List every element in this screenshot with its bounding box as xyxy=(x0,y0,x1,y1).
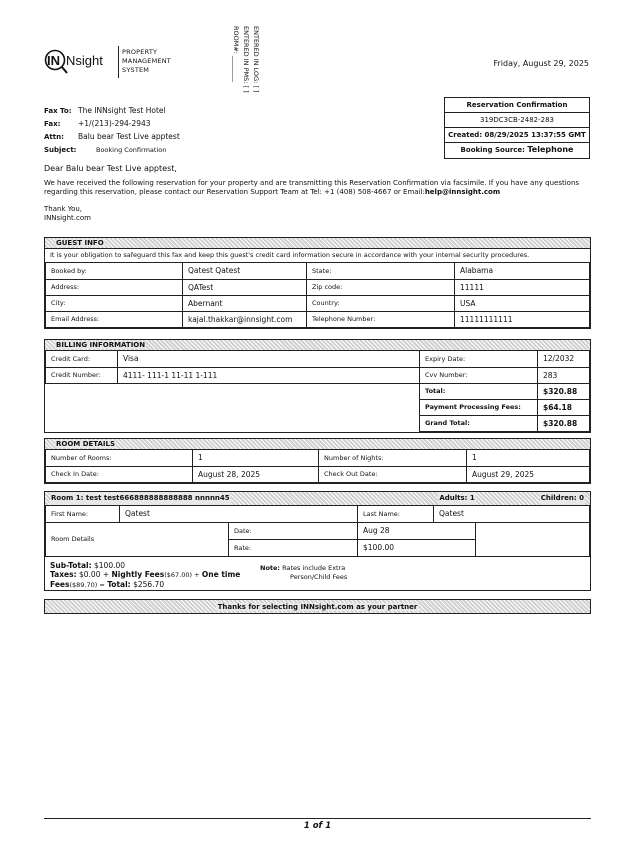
billing-section xyxy=(44,339,591,433)
fax-subject-value: Booking Confirmation xyxy=(96,145,167,154)
rooms-label: Number of Rooms: xyxy=(46,450,193,466)
subtotal-value: $100.00 xyxy=(94,560,126,570)
fees-label: Payment Processing Fees: xyxy=(420,399,538,415)
svg-text:IN: IN xyxy=(47,53,60,68)
table-row xyxy=(46,263,590,279)
room-details-title: ROOM DETAILS xyxy=(45,439,590,450)
table-row xyxy=(46,351,590,367)
fax-subject-row xyxy=(44,143,344,156)
taxes-value: $0.00 + xyxy=(79,569,110,579)
booking-source: Booking Source: Telephone xyxy=(460,145,574,154)
cvv-label: Cvv Number: xyxy=(420,367,538,383)
fax-number-row xyxy=(44,117,344,130)
zip-label: Zip code: xyxy=(307,279,455,295)
document-date: Friday, August 29, 2025 xyxy=(493,59,589,68)
nights-value: 1 xyxy=(467,450,590,466)
room-rate-blank xyxy=(476,522,590,556)
checkin-label: Check In Date: xyxy=(46,466,193,482)
security-notice: It is your obligation to safeguard this fax and keep this guest's credit card information secure in accordance with your internal security procedures. xyxy=(45,249,590,263)
city-value: Abernant xyxy=(183,295,307,311)
fax-attn-row xyxy=(44,130,344,143)
billing-table xyxy=(45,351,590,432)
signoff-line-2: INNsight.com xyxy=(44,214,91,222)
credit-card-value: Visa xyxy=(118,351,420,367)
fees-value: $64.18 xyxy=(538,399,590,415)
credit-number-label: Credit Number: xyxy=(46,367,118,383)
expiry-label: Expiry Date: xyxy=(420,351,538,367)
phone-label: Telephone Number: xyxy=(307,311,455,327)
billing-blank xyxy=(46,383,420,431)
table-row xyxy=(46,522,590,539)
fax-header xyxy=(44,104,344,156)
room-number-note: ROOM#: ________ xyxy=(232,26,240,83)
room-1-title: Room 1: test test666888888888888 nnnnn45 xyxy=(50,492,231,505)
fax-subject-label: Subject: xyxy=(44,145,77,154)
booking-source-value: Telephone xyxy=(527,145,574,154)
fax-to-label: Fax To: xyxy=(44,106,72,115)
entered-log-note: ENTERED IN LOG: [ ] xyxy=(252,26,260,93)
email-value: kajal.thakkar@innsight.com xyxy=(183,311,307,327)
phone-value: 11111111111 xyxy=(455,311,590,327)
table-row xyxy=(46,279,590,295)
country-value: USA xyxy=(455,295,590,311)
billing-title: BILLING INFORMATION xyxy=(45,340,590,351)
logo-divider xyxy=(118,46,119,78)
reservation-title: Reservation Confirmation xyxy=(445,98,589,113)
guest-info-title: GUEST INFO xyxy=(45,238,590,249)
table-row xyxy=(46,506,590,522)
reservation-number: 319DC3CB-2482-283 xyxy=(445,113,589,128)
guest-info-table xyxy=(45,263,590,328)
total-label: Total: xyxy=(420,383,538,399)
state-label: State: xyxy=(307,263,455,279)
room-details-table xyxy=(45,450,590,483)
page-number: 1 of 1 xyxy=(303,821,332,831)
table-row xyxy=(46,383,590,399)
letter-body xyxy=(44,164,592,223)
table-row xyxy=(46,295,590,311)
support-email[interactable]: help@innsight.com xyxy=(424,188,501,196)
fax-attn-value: Balu bear Test Live apptest xyxy=(78,132,180,141)
entered-pms-note: ENTERED IN PMS: [ ] xyxy=(242,26,250,93)
footer-divider xyxy=(44,818,591,819)
room-1-table xyxy=(45,506,590,557)
fax-to-row xyxy=(44,104,344,117)
room-1-title-bar xyxy=(45,492,590,506)
signoff-line-1: Thank You, xyxy=(44,205,83,213)
email-label: Email Address: xyxy=(46,311,183,327)
nights-label: Number of Nights: xyxy=(319,450,467,466)
fax-to-value: The INNsight Test Hotel xyxy=(78,106,166,115)
greeting: Dear Balu bear Test Live apptest, xyxy=(44,164,177,173)
entry-checklist xyxy=(212,26,260,100)
table-row xyxy=(46,466,590,482)
expiry-value: 12/2032 xyxy=(538,351,590,367)
credit-number-value: 4111- 111-1 11-11 1-111 xyxy=(118,367,420,383)
svg-text:Nsight: Nsight xyxy=(66,53,103,68)
rate-note: Note: Rates include Extra Person/Child Fees xyxy=(260,563,348,581)
table-row xyxy=(46,311,590,327)
intro-paragraph: We have received the following reservation for your property and are transmitting this Reservation Confirmation via facsimile. If you have any questions regarding this reservation, please contact our Reservation Support Team at Tel: +1 (408) 508-4667 or Email:help@innsight.com xyxy=(44,179,580,196)
adults-count: Adults: 1 xyxy=(438,492,475,505)
checkout-label: Check Out Date: xyxy=(319,466,467,482)
booked-by-value: Qatest Qatest xyxy=(183,263,307,279)
rooms-value: 1 xyxy=(193,450,319,466)
address-label: Address: xyxy=(46,279,183,295)
first-name-value: Qatest xyxy=(120,506,358,522)
room-totals xyxy=(45,557,590,590)
checkin-value: August 28, 2025 xyxy=(193,466,319,482)
logo-tagline: PROPERTY MANAGEMENT SYSTEM xyxy=(122,48,171,74)
table-row xyxy=(46,367,590,383)
date-value: Aug 28 xyxy=(358,522,476,539)
guest-info-section xyxy=(44,237,591,329)
total-value: $320.88 xyxy=(538,383,590,399)
last-name-label: Last Name: xyxy=(358,506,434,522)
last-name-value: Qatest xyxy=(434,506,590,522)
logo-mark xyxy=(44,46,118,76)
children-count: Children: 0 xyxy=(540,492,585,505)
room-1-section xyxy=(44,491,591,591)
grand-total-label: Grand Total: xyxy=(420,415,538,431)
city-label: City: xyxy=(46,295,183,311)
innsight-wordmark xyxy=(44,46,118,76)
fax-number-value: +1/(213)-294-2943 xyxy=(78,119,151,128)
room-details-label: Room Details xyxy=(46,522,229,556)
rate-value: $100.00 xyxy=(358,539,476,556)
date-label: Date: xyxy=(229,522,358,539)
room-total-value: $256.70 xyxy=(133,579,165,589)
thanks-banner: Thanks for selecting INNsight.com as your partner xyxy=(44,599,591,614)
fax-attn-label: Attn: xyxy=(44,132,64,141)
zip-value: 11111 xyxy=(455,279,590,295)
room-details-section xyxy=(44,438,591,484)
reservation-confirmation-box xyxy=(444,97,590,159)
country-label: Country: xyxy=(307,295,455,311)
nightly-fees-value: ($67.00) + xyxy=(164,570,200,579)
onetime-fees-value: ($89.70) = xyxy=(69,580,105,589)
rate-label: Rate: xyxy=(229,539,358,556)
table-row xyxy=(46,450,590,466)
first-name-label: First Name: xyxy=(46,506,120,522)
subtotal-block: Sub-Total: $100.00 Taxes: $0.00 + Nightly Fees($67.00) + One time Fees($89.70) = Total: $256.70 xyxy=(50,560,241,589)
credit-card-label: Credit Card: xyxy=(46,351,118,367)
state-value: Alabama xyxy=(455,263,590,279)
innsight-logo xyxy=(44,44,194,80)
cvv-value: 283 xyxy=(538,367,590,383)
reservation-created: Created: 08/29/2025 13:37:55 GMT xyxy=(445,128,589,143)
address-value: QATest xyxy=(183,279,307,295)
checkout-value: August 29, 2025 xyxy=(467,466,590,482)
fax-number-label: Fax: xyxy=(44,119,61,128)
booked-by-label: Booked by: xyxy=(46,263,183,279)
grand-total-value: $320.88 xyxy=(538,415,590,431)
